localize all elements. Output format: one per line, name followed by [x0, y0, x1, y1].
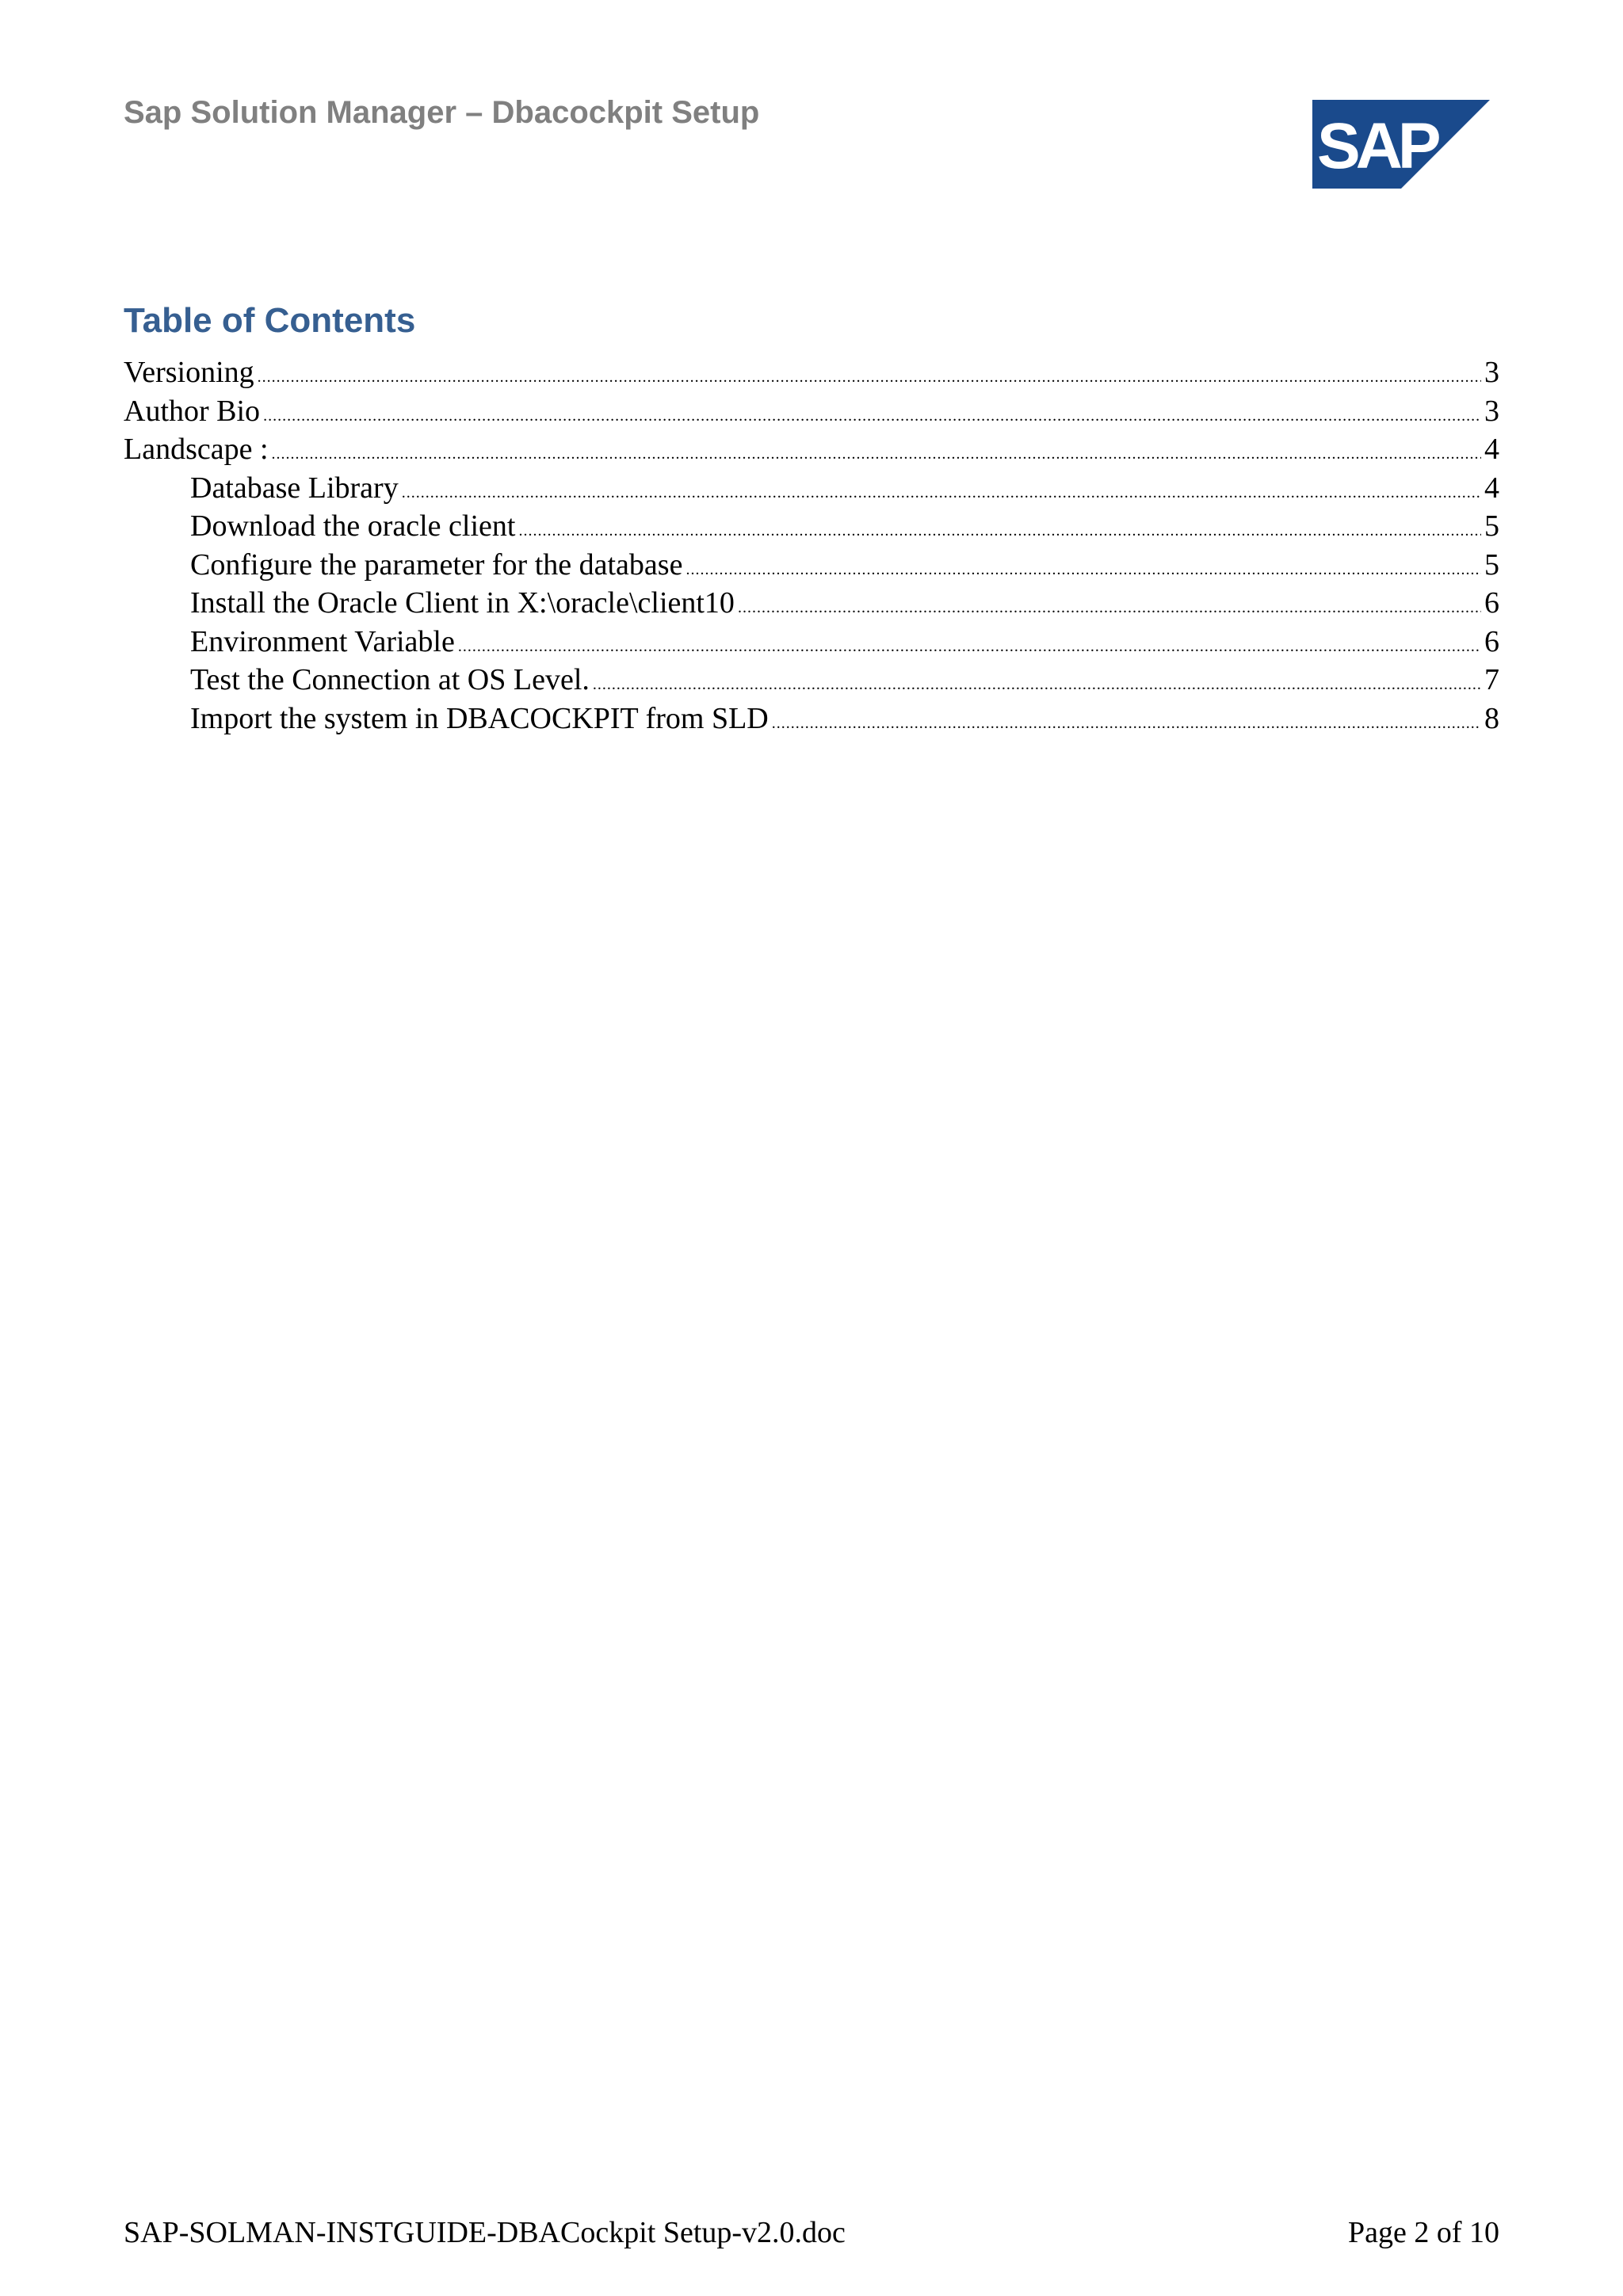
toc-entry[interactable]: [124, 353, 1499, 392]
toc-list: [124, 353, 1499, 738]
toc-entry-page: 5: [1484, 547, 1499, 582]
toc-leader-dots: [593, 666, 1481, 704]
toc-entry[interactable]: [124, 546, 1499, 585]
toc-entry[interactable]: [124, 392, 1499, 431]
toc-entry-label: Author Bio: [124, 394, 261, 428]
toc-heading: Table of Contents: [124, 301, 416, 340]
toc-entry-label: Environment Variable: [190, 624, 455, 658]
toc-entry-page: 6: [1484, 624, 1499, 658]
toc-entry-label: Install the Oracle Client in X:\oracle\client10: [190, 586, 735, 620]
toc-entry[interactable]: [124, 507, 1499, 546]
toc-leader-dots: [518, 512, 1481, 551]
toc-entry-page: 3: [1484, 394, 1499, 428]
toc-leader-dots: [402, 474, 1481, 513]
toc-entry[interactable]: [124, 700, 1499, 738]
toc-entry-page: 6: [1484, 586, 1499, 620]
toc-entry-label: Test the Connection at OS Level.: [190, 663, 590, 696]
toc-leader-dots: [458, 627, 1481, 666]
toc-leader-dots: [258, 358, 1481, 397]
toc-entry-page: 4: [1484, 471, 1499, 505]
toc-leader-dots: [263, 397, 1481, 436]
toc-entry-label: Landscape :: [124, 433, 269, 466]
toc-entry[interactable]: [124, 661, 1499, 700]
toc-entry-label: Database Library: [190, 471, 399, 505]
sap-logo-text: SAP: [1317, 110, 1437, 182]
sap-logo: [1312, 100, 1490, 189]
toc-leader-dots: [738, 589, 1481, 627]
toc-entry-label: Configure the parameter for the database: [190, 547, 683, 582]
toc-entry-page: 4: [1484, 433, 1499, 466]
document-header-title: Sap Solution Manager – Dbacockpit Setup: [124, 95, 760, 130]
toc-entry-label: Import the system in DBACOCKPIT from SLD: [190, 701, 769, 735]
toc-entry-page: 3: [1484, 356, 1499, 389]
toc-entry-page: 8: [1484, 701, 1499, 735]
toc-entry[interactable]: [124, 469, 1499, 508]
toc-entry-page: 7: [1484, 663, 1499, 696]
toc-entry[interactable]: [124, 584, 1499, 623]
toc-entry[interactable]: [124, 623, 1499, 662]
toc-entry-page: 5: [1484, 509, 1499, 543]
footer-page-number: Page 2 of 10: [1347, 2216, 1499, 2249]
toc-leader-dots: [685, 551, 1481, 589]
toc-leader-dots: [272, 435, 1481, 474]
toc-entry[interactable]: [124, 430, 1499, 469]
toc-entry-label: Versioning: [124, 356, 254, 389]
toc-entry-label: Download the oracle client: [190, 509, 516, 543]
footer-filename: SAP-SOLMAN-INSTGUIDE-DBACockpit Setup-v2.0.doc: [124, 2216, 846, 2249]
toc-leader-dots: [772, 704, 1481, 743]
